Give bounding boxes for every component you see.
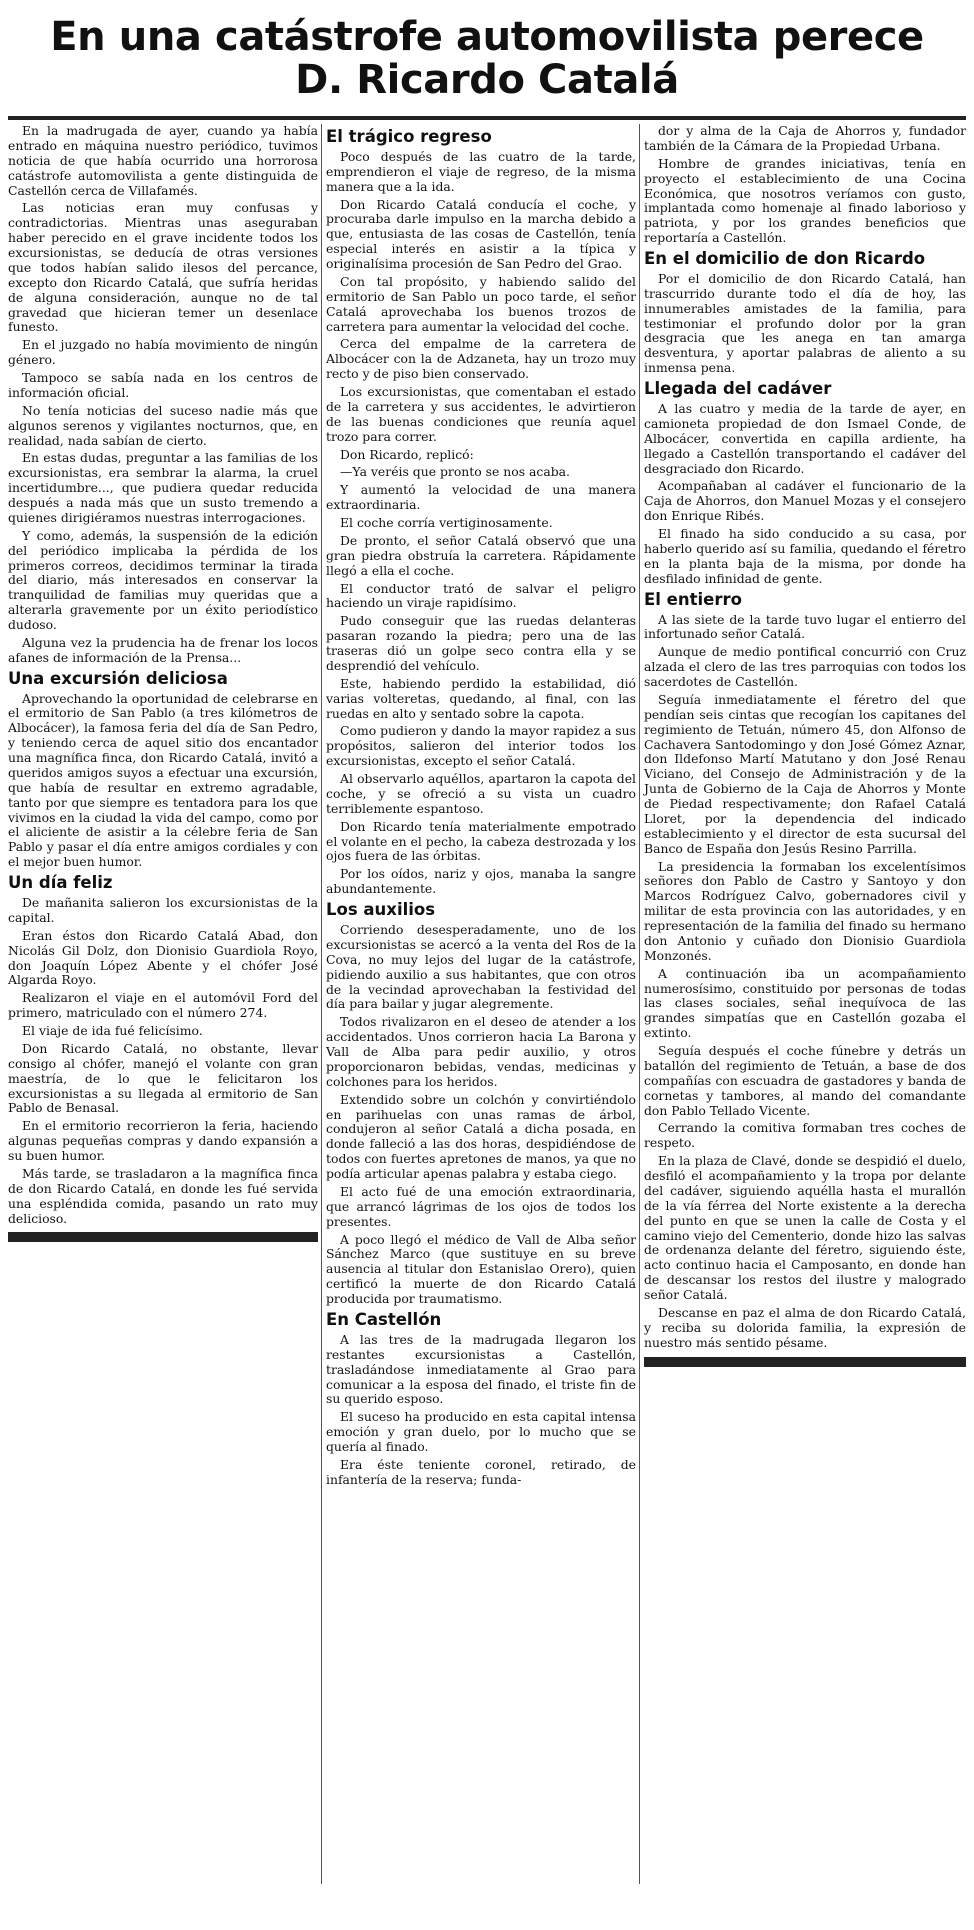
article-paragraph: Seguía inmediatamente el féretro del que pendían seis cintas que recogían los capitanes del regimiento de Tetuán, número 45, don Alfonso de Cachavera Santodomingo y don José Gómez Aznar, don Ildefonso Martí Matutano y don José Renau Viciano, del Consejo de Administración y de la Junta de Gobierno de la Caja de Ahorros y Monte de Piedad respectivamente; don Rafael Catalá Lloret, por la dependencia del indicado establecimiento y el director de esta sucursal del Banco de España don Jesús Resino Parrilla. [644,691,966,856]
column-end-bar [644,1357,966,1367]
article-paragraph: Extendido sobre un colchón y convirtiéndolo en parihuelas con unas ramas de árbol, condujeron al señor Catalá a dicha posada, en donde falleció a las dos horas, despidiéndose de todos con fuertes apretones de manos, ya que no podía articular apenas palabra y estaba ciego. [326,1091,636,1182]
article-paragraph: Don Ricardo Catalá, no obstante, llevar consigo al chófer, manejó el volante con gran maestría, de lo que le felicitaron los excursionistas a su llegada al ermitorio de San Pablo de Benasal. [8,1040,318,1116]
article-paragraph: Las noticias eran muy confusas y contradictorias. Mientras unas aseguraban haber perecido en el grave incidente todos los excursionistas, se deducía de otras versiones que todos habían salido ilesos del percance, excepto don Ricardo Catalá, que sufría heridas de alguna consideración, aunque no de tal gravedad que hicieran temer un desenlace funesto. [8,200,318,335]
article-paragraph: Hombre de grandes iniciativas, tenía en proyecto el establecimiento de una Cocina Económica, que nosotros veríamos con gusto, implantada como homenaje al finado laborioso y patriota, y por los grandes beneficios que reportaría a Castellón. [644,155,966,246]
article-paragraph: El suceso ha producido en esta capital intensa emoción y gran duelo, por lo mucho que se quería al finado. [326,1409,636,1455]
column-end-bar [8,1232,318,1242]
article-paragraph: No tenía noticias del suceso nadie más que algunos serenos y vigilantes nocturnos, que, en realidad, nada sabían de cierto. [8,402,318,448]
section-heading: El trágico regreso [326,127,492,146]
article-paragraph: El conductor trató de salvar el peligro haciendo un viraje rapidísimo. [326,580,636,611]
article-paragraph: Cerrando la comitiva formaban tres coches de respeto. [644,1120,966,1151]
column-divider [639,124,640,1884]
article-paragraph: Como pudieron y dando la mayor rapidez a sus propósitos, salieron del interior todos los excursionistas, excepto el señor Catalá. [326,723,636,769]
article-paragraph: A poco llegó el médico de Vall de Alba señor Sánchez Marco (que sustituye en su breve ausencia al titular don Estanislao Orero), quien certificó la muerte de don Ricardo Catalá producida por traumatismo. [326,1231,636,1307]
section-heading: En Castellón [326,1309,442,1329]
headline-line-2: D. Ricardo Catalá [295,57,679,104]
article-paragraph: En el ermitorio recorrieron la feria, haciendo algunas pequeñas compras y dando expansión a su buen humor. [8,1118,318,1164]
article-paragraph: Don Ricardo tenía materialmente empotrado el volante en el pecho, la cabeza destrozada y los ojos fuera de las órbitas. [326,818,636,864]
article-paragraph: Este, habiendo perdido la estabilidad, dió varias volteretas, quedando, al final, con las ruedas en alto y sentado sobre la capota. [326,675,636,721]
section-heading: Los auxilios [326,900,436,920]
article-paragraph: Acompañaban al cadáver el funcionario de la Caja de Ahorros, don Manuel Mozas y el consejero don Enrique Ribés. [644,478,966,524]
article-paragraph: Corriendo desesperadamente, uno de los excursionistas se acercó a la venta del Ros de la Cova, no muy lejos del lugar de la catástrofe, pidiendo auxilio a sus habitantes, que con otros de la vecindad aprovechaban la festividad del día para bailar y jugar alegremente. [326,922,636,1012]
article-paragraph: Cerca del empalme de la carretera de Albocácer con la de Adzaneta, hay un trozo muy recto y de piso bien conservado. [326,336,636,382]
article-paragraph: El finado ha sido conducido a su casa, por haberlo querido así su familia, quedando el féretro en la planta baja de la misma, por donde ha desfilado infinidad de gente. [644,526,966,586]
article-paragraph: —Ya veréis que pronto se nos acaba. [340,464,570,480]
headline-rule [8,116,966,120]
article-paragraph: A continuación iba un acompañamiento numerosísimo, constituido por personas de todas las clases sociales, señal inequívoca de las grandes simpatías que en Castellón gozaba el extinto. [644,965,966,1041]
article-paragraph: Y aumentó la velocidad de una manera extraordinaria. [326,482,636,513]
article-paragraph: De pronto, el señor Catalá observó que una gran piedra obstruía la carretera. Rápidamente llegó a ella el coche. [326,532,636,578]
headline-line-1: En una catástrofe automovilista perece [50,14,924,60]
section-heading: El entierro [644,589,742,609]
article-paragraph: Descanse en paz el alma de don Ricardo Catalá, y reciba su dolorida familia, la expresión de nuestro más sentido pésame. [644,1304,966,1350]
article-paragraph: El viaje de ida fué felicísimo. [22,1023,203,1039]
article-paragraph: Y como, además, la suspensión de la edición del periódico implicaba la pérdida de los primeros correos, decidimos terminar la tirada del diario, más interesados en conservar la tranquilidad de familias muy queridas que a alterarla gravemente por un éxito periodístico dudoso. [8,527,318,632]
article-paragraph: dor y alma de la Caja de Ahorros y, fundador también de la Cámara de la Propiedad Urbana. [644,123,966,153]
article-paragraph: La presidencia la formaban los excelentísimos señores don Pablo de Castro y Santoyo y don Marcos Rodríguez Calvo, gobernadores civil y militar de esta provincia con las autoridades, y en representación de la familia del finado su hermano don Antonio y cuñado don Dionisio Guardiola Monzonés. [644,858,966,963]
section-heading: Llegada del cadáver [644,379,832,399]
section-heading: En el domicilio de don Ricardo [644,249,926,268]
article-paragraph: Por el domicilio de don Ricardo Catalá, han trascurrido durante todo el día de hoy, las innumerables amistades de la familia, para testimoniar el profundo dolor por la gran desgracia que les anega en tan amarga desventura, y aportar palabras de aliento a su inmensa pena. [644,270,966,376]
article-paragraph: Aprovechando la oportunidad de celebrarse en el ermitorio de San Pablo (a tres kilómetros de Albocácer), la famosa feria del día de San Pedro, y teniendo cerca de aquel sitio dos encantador una magnífica finca, don Ricardo Catalá, invitó a queridos amigos suyos a efectuar una excursión, que había de resultar en extremo agradable, tanto por que siempre es tentadora para los que vivimos en la ciudad la vida del campo, como por el aliciente de asistir a la célebre feria de San Pablo y pasar el día entre amigos cordiales y con el mejor buen humor. [8,690,318,870]
article-paragraph: A las siete de la tarde tuvo lugar el entierro del infortunado señor Catalá. [644,611,966,642]
column-divider [321,124,322,1884]
article-paragraph: De mañanita salieron los excursionistas de la capital. [8,895,318,925]
article-column-2 [326,124,636,1491]
article-paragraph: Aunque de medio pontifical concurrió con Cruz alzada el clero de las tres parroquias con todos los sacerdotes de Castellón. [644,644,966,690]
article-paragraph: Seguía después el coche fúnebre y detrás un batallón del regimiento de Tetuán, a base de dos compañías con escuadra de gastadores y banda de cornetas y tambores, al mando del comandante don Pablo Tellado Vicente. [644,1043,966,1118]
article-paragraph: El coche corría vertiginosamente. [340,515,553,531]
article-paragraph: Don Ricardo, replicó: [340,446,474,462]
article-paragraph: Poco después de las cuatro de la tarde, emprendieron el viaje de regreso, de la misma manera que a la ida. [326,148,636,194]
article-paragraph: Pudo conseguir que las ruedas delanteras pasaran rozando la piedra; pero una de las traseras dió un golpe seco contra ella y se desprendió del vehículo. [326,613,636,673]
article-paragraph: En estas dudas, preguntar a las familias de los excursionistas, era sembrar la alarma, la cruel incertidumbre..., que pudiera quedar reducida después a nada más que un susto tremendo a quienes dirigiéramos nuestras interrogaciones. [8,450,318,525]
article-paragraph: Todos rivalizaron en el deseo de atender a los accidentados. Unos corrieron hacia La Barona y Vall de Alba para pedir auxilio, y otros proporcionaron bebidas, vendas, medicinas y colchones para los heridos. [326,1014,636,1089]
article-paragraph: Por los oídos, nariz y ojos, manaba la sangre abundantemente. [326,866,636,897]
article-paragraph: En la madrugada de ayer, cuando ya había entrado en máquina nuestro periódico, tuvimos noticia de que había ocurrido una horrorosa catástrofe automovilista a gente distinguida de Castellón cerca de Villafamés. [8,123,318,198]
article-paragraph: A las cuatro y media de la tarde de ayer, en camioneta propiedad de don Ismael Conde, de Albocácer, convertida en capilla ardiente, ha llegado a Castellón transportando el cadáver del desgraciado don Ricardo. [644,401,966,476]
article-paragraph: Al observarlo aquéllos, apartaron la capota del coche, y se ofreció a su vista un cuadro terriblemente espantoso. [326,771,636,816]
article-paragraph: Realizaron el viaje en el automóvil Ford del primero, matriculado con el número 274. [8,990,318,1021]
article-paragraph: En la plaza de Clavé, donde se despidió el duelo, desfiló el acompañamiento y la tropa por delante del cadáver, siguiendo aquélla hasta el murallón de la vía férrea del Norte existente a la derecha del punto en que se unen la calle de Costa y el camino viejo del Cementerio, donde hizo las salvas de ordenanza delante del féretro, siguiendo éste, acto continuo hacia el Camposanto, en donde han de descansar los restos del ilustre y malogrado señor Catalá. [644,1153,966,1303]
article-column-3 [644,124,966,1367]
article-paragraph: Con tal propósito, y habiendo salido del ermitorio de San Pablo un poco tarde, el señor Catalá aprovechaba los buenos trozos de carretera para aumentar la velocidad del coche. [326,273,636,334]
article-paragraph: Don Ricardo Catalá conducía el coche, y procuraba darle impulso en la marcha debido a que, entusiasta de las cosas de Castellón, tenía especial interés en asistir a la típica y originalísima procesión de San Pedro del Grao. [326,196,636,272]
article-paragraph: Eran éstos don Ricardo Catalá Abad, don Nicolás Gil Dolz, don Dionisio Guardiola Royo, don Joaquín López Abente y el chófer José Algarda Royo. [8,927,318,988]
article-paragraph: Alguna vez la prudencia ha de frenar los locos afanes de información de la Prensa... [8,634,318,665]
section-heading: Una excursión deliciosa [8,668,228,688]
article-paragraph: Los excursionistas, que comentaban el estado de la carretera y sus accidentes, le advirtieron de las buenas condiciones que reunía aquel trozo para correr. [326,384,636,444]
section-heading: Un día feliz [8,873,113,893]
article-paragraph: A las tres de la madrugada llegaron los restantes excursionistas a Castellón, trasladándose inmediatamente al Grao para comunicar a la esposa del finado, el triste fin de su querido esposo. [326,1331,636,1407]
article-paragraph: El acto fué de una emoción extraordinaria, que arrancó lágrimas de los ojos de todos los presentes. [326,1183,636,1229]
article-column-1 [8,124,318,1242]
article-paragraph: Era éste teniente coronel, retirado, de infantería de la reserva; funda- [326,1456,636,1487]
article-paragraph: Tampoco se sabía nada en los centros de información oficial. [8,370,318,400]
article-paragraph: Más tarde, se trasladaron a la magnífica finca de don Ricardo Catalá, en donde les fué servida una espléndida comida, pasando un rato muy delicioso. [8,1165,318,1226]
article-paragraph: En el juzgado no había movimiento de ningún género. [8,337,318,368]
